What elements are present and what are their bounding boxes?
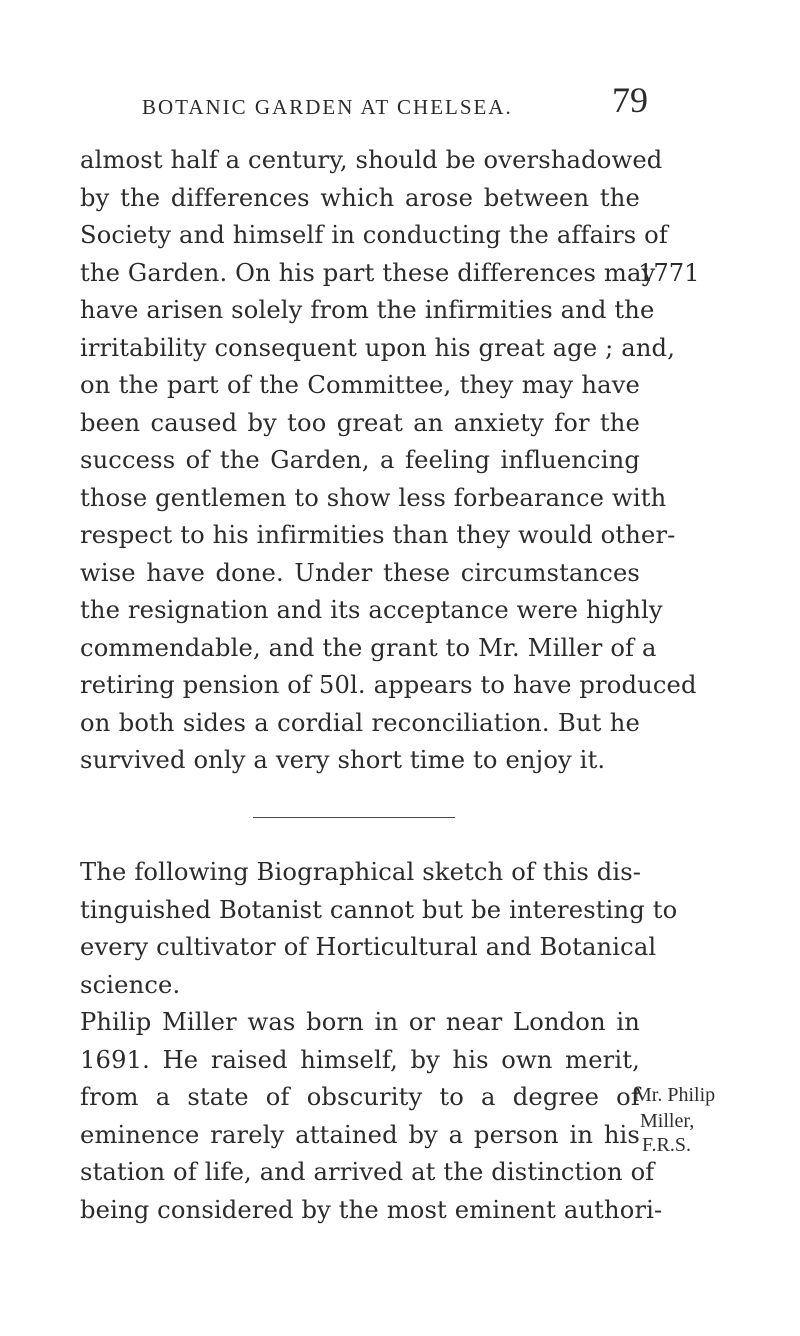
text-line: on both sides a cordial reconciliation. But he — [80, 708, 640, 737]
text-line: the Garden. On his part these differences may — [80, 258, 656, 287]
text-line: 1691. He raised himself, by his own merit, — [80, 1045, 640, 1074]
text-line: Society and himself in conducting the affairs of — [80, 221, 668, 249]
text-line: Philip Miller was born in or near London in — [80, 1008, 640, 1036]
running-title: BOTANIC GARDEN AT CHELSEA. — [142, 95, 513, 119]
text-line: station of life, and arrived at the distinction of — [80, 1158, 655, 1186]
text-line: been caused by too great an anxiety for the — [80, 408, 640, 437]
text-line: being considered by the most eminent authori- — [80, 1195, 663, 1224]
text-line: eminence rarely attained by a person in his — [80, 1120, 640, 1149]
text-line: from a state of obscurity to a degree of — [80, 1083, 640, 1111]
text-line: on the part of the Committee, they may have — [80, 371, 640, 399]
margin-note-line: F.R.S. — [642, 1134, 691, 1156]
text-line: wise have done. Under these circumstances — [80, 558, 640, 587]
text-line: irritability consequent upon his great age ; and, — [80, 333, 676, 362]
text-line: the resignation and its acceptance were highly — [80, 596, 663, 624]
text-line: every cultivator of Horticultural and Botanical — [80, 933, 657, 961]
text-line: almost half a century, should be overshadowed — [80, 146, 663, 174]
text-line: commendable, and the grant to Mr. Miller of a — [80, 633, 657, 662]
section-divider — [253, 817, 455, 818]
page-number: 79 — [612, 80, 648, 120]
margin-note-line: Mr. Philip — [634, 1084, 716, 1106]
text-line: success of the Garden, a feeling influencing — [80, 446, 640, 474]
running-head — [0, 80, 800, 135]
text-line: respect to his infirmities than they would other- — [80, 521, 676, 549]
text-line: tinguished Botanist cannot but be interesting to — [80, 895, 678, 924]
text-line: retiring pension of 50l. appears to have produced — [80, 671, 697, 699]
margin-note-line: Miller, — [640, 1110, 695, 1132]
text-line: have arisen solely from the infirmities and the — [80, 296, 655, 324]
year-marker: 1771 — [638, 259, 700, 287]
text-line: those gentlemen to show less forbearance with — [80, 483, 667, 512]
margin-note — [634, 1083, 800, 1157]
text-line: The following Biographical sketch of this dis- — [80, 858, 642, 886]
text-line: by the differences which arose between the — [80, 183, 640, 212]
text-line: survived only a very short time to enjoy it. — [80, 746, 606, 774]
text-line: science. — [80, 970, 181, 999]
